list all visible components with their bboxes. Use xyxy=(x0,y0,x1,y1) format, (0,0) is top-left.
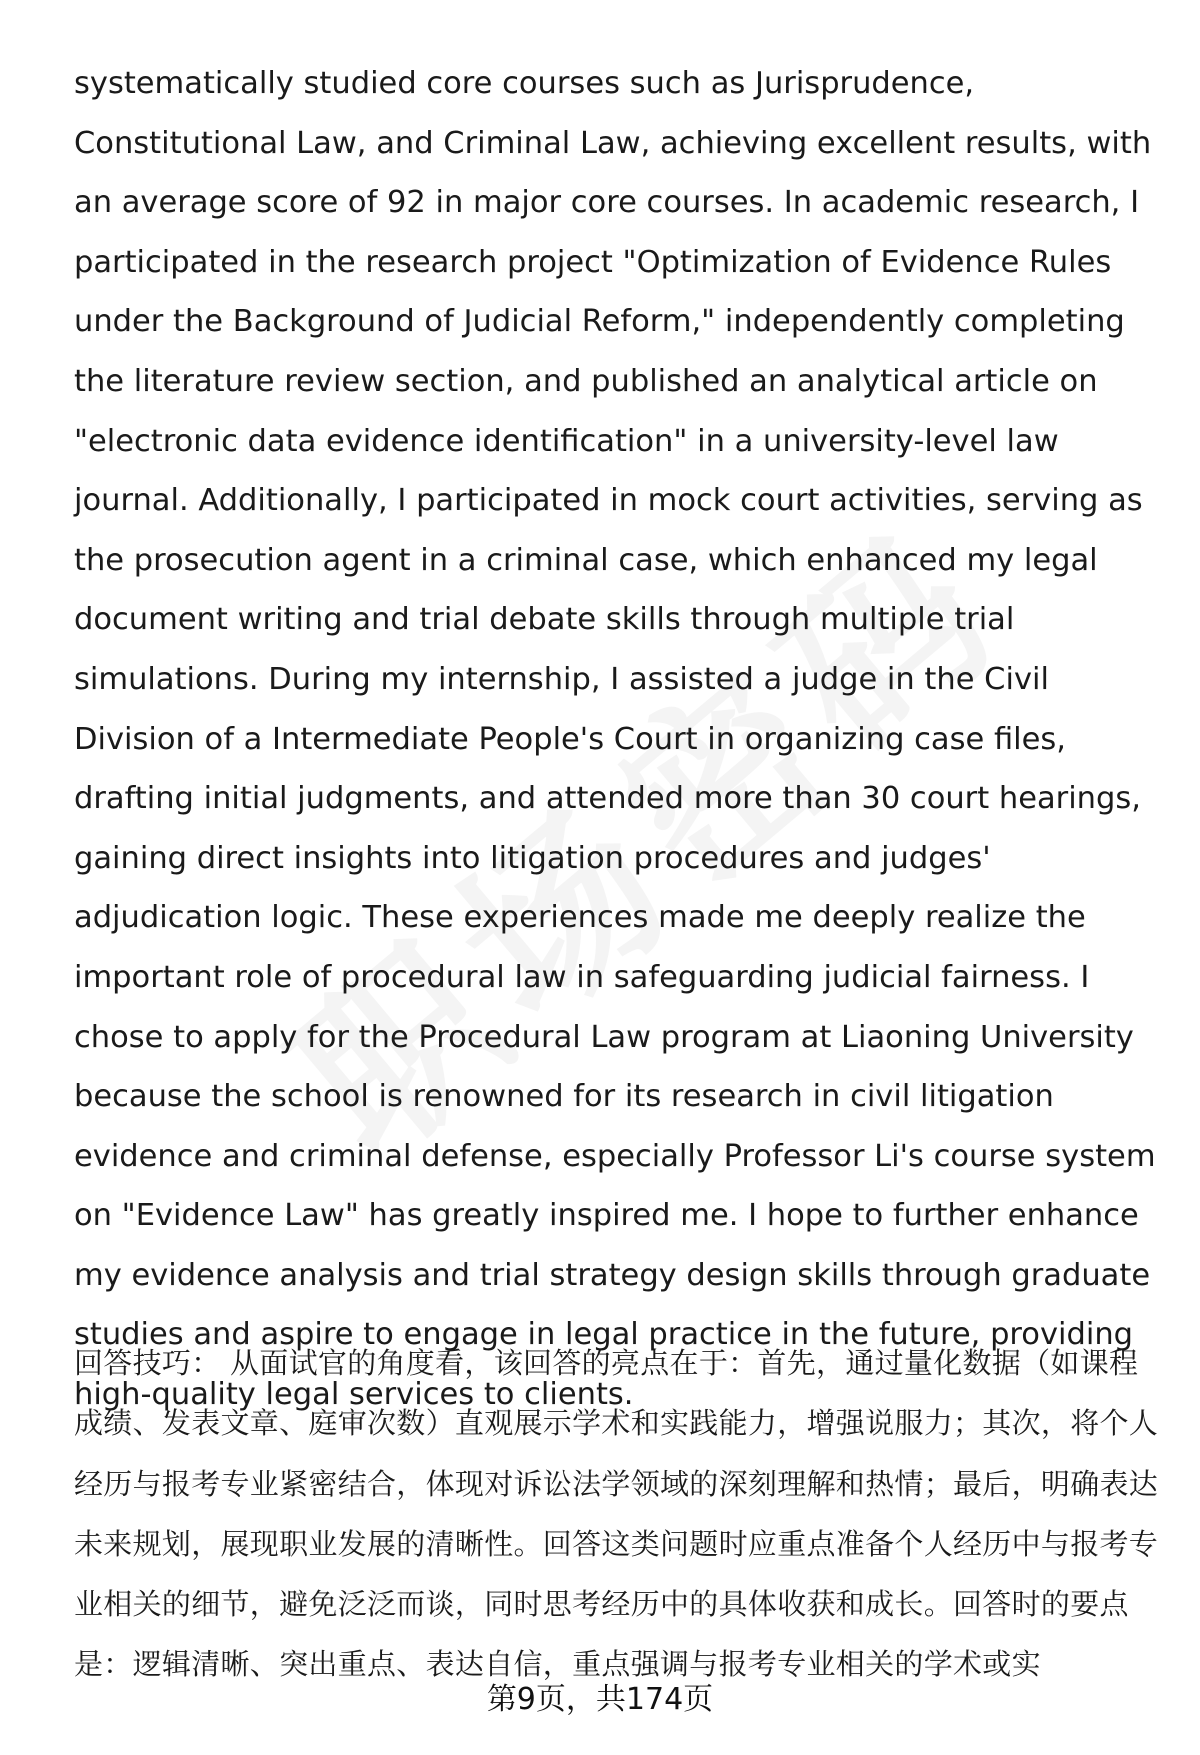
answer-tips-paragraph: 回答技巧： 从面试官的角度看，该回答的亮点在于：首先，通过量化数据（如课程成绩、发表文章、庭审次数）直观展示学术和实践能力，增强说服力；其次，将个人经历与报考专业紧密结合，体现对诉讼法学领域的深刻理解和热情；最后，明确表达未来规划，展现职业发展的清晰性。回答这类问题时应重点准备个人经历中与报考专业相关的细节，避免泛泛而谈，同时思考经历中的具体收获和成长。回答时的要点是：逻辑清晰、突出重点、表达自信，重点强调与报考专业相关的学术或实 xyxy=(74,1346,1159,1682)
answer-paragraph: systematically studied core courses such as Jurisprudence, Constitutional Law, and Criminal Law, achieving excellent results, with an average score of 92 in major core courses. In academic research, I participated in the research project "Optimization of Evidence Rules under the Background of Judicial Reform," independently completing the literature review section, and published an analytical article on "electronic data evidence identification" in a university-level law journal. Additionally, I participated in mock court activities, serving as the prosecution agent in a criminal case, which enhanced my legal document writing and trial debate skills through multiple trial simulations. During my internship, I assisted a judge in the Civil Division of a Intermediate People's Court in organizing case files, drafting initial judgments, and attended more than 30 court hearings, gaining direct insights into litigation procedures and judges' adjudication logic. These experiences made me deeply realize the important role of procedural law in safeguarding judicial fairness. I chose to apply for the Procedural Law program at Liaoning University because the school is renowned for its research in civil litigation evidence and criminal defense, especially Professor Li's course system on "Evidence Law" has greatly inspired me. I hope to further enhance my evidence analysis and trial strategy design skills through graduate studies and aspire to engage in legal practice in the future, providing high-quality legal services to clients. xyxy=(74,66,1156,1413)
page-number-footer: 第9页，共174页 xyxy=(486,1682,714,1717)
